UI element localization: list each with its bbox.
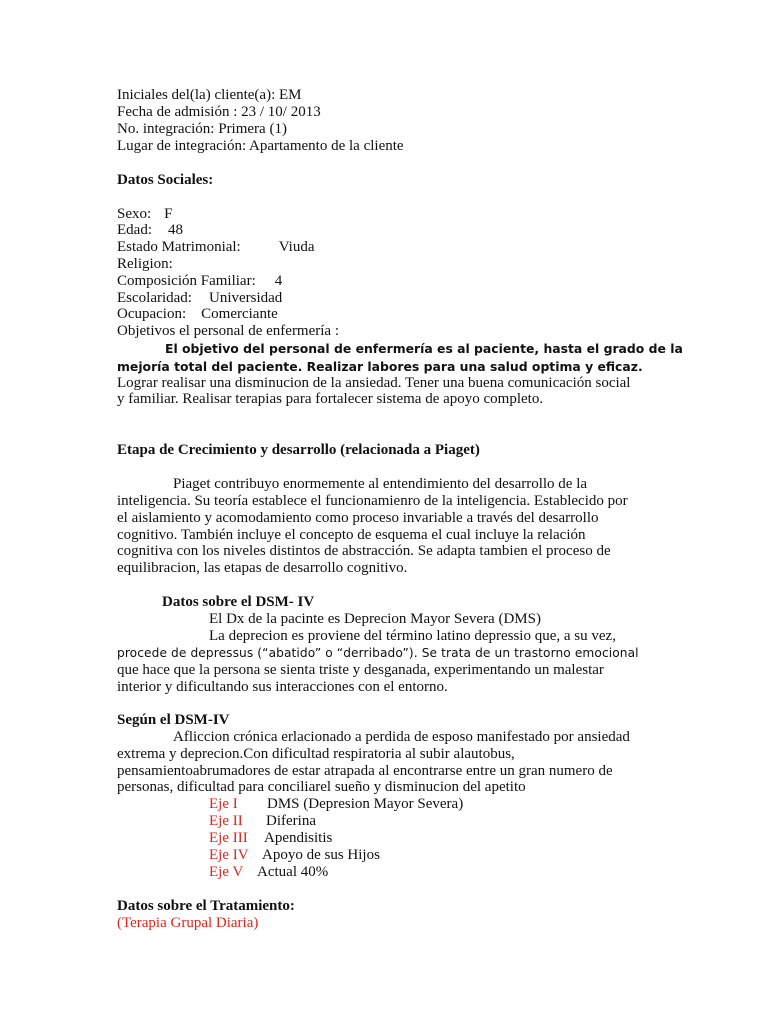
- fecha-line: Fecha de admisión : 23 / 10/ 2013: [117, 104, 321, 120]
- eje-row: [209, 864, 328, 881]
- lugar-line: Lugar de integración: Apartamento de la cliente: [117, 138, 404, 154]
- sexo-value: F: [164, 206, 173, 222]
- integracion-line: No. integración: Primera (1): [117, 121, 287, 137]
- estado-label: Estado Matrimonial:: [117, 239, 241, 255]
- piaget-line: cognitiva con los niveles distintos de abstracción. Se adapta tambien el proceso de: [117, 543, 611, 559]
- piaget-line: inteligencia. Su teoría establece el funcionamienro de la inteligencia. Establecido por: [117, 493, 628, 509]
- composicion-value: 4: [274, 273, 283, 289]
- piaget-title: Etapa de Crecimiento y desarrollo (relacionada a Piaget): [117, 442, 480, 458]
- ocupacion-label: Ocupacion:: [117, 306, 187, 322]
- dsm-line-4: que hace que la persona se sienta triste y desganada, experimentando un malestar: [117, 662, 604, 678]
- eje-value: Apoyo de sus Hijos: [262, 847, 380, 863]
- eje-value: Apendisitis: [264, 830, 333, 846]
- dsm-title: Datos sobre el DSM- IV: [162, 594, 315, 610]
- religion-label: Religion:: [117, 256, 173, 272]
- piaget-line: Piaget contribuyo enormemente al entendimiento del desarrollo de la: [173, 476, 588, 492]
- eje-label: Eje III: [209, 830, 248, 846]
- dsm-line-5: interior y dificultando sus interacciones con el entorno.: [117, 679, 448, 695]
- ocupacion-row: [117, 306, 278, 323]
- objetivos-line-3: Lograr realisar una disminucion de la ansiedad. Tener una buena comunicación social: [117, 375, 631, 391]
- ocupacion-value: Comerciante: [201, 306, 278, 322]
- composicion-row: [117, 273, 282, 290]
- segun-title: Según el DSM-IV: [117, 712, 230, 728]
- tratamiento-title: Datos sobre el Tratamiento:: [117, 898, 295, 914]
- estado-value: Viuda: [278, 239, 315, 255]
- iniciales-line: Iniciales del(la) cliente(a): EM: [117, 87, 302, 103]
- dsm-line-2: La deprecion es proviene del término latino depressio que, a su vez,: [209, 628, 616, 644]
- dsm-line-1: El Dx de la pacinte es Deprecion Mayor Severa (DMS): [209, 611, 541, 627]
- eje-label: Eje V: [209, 864, 244, 880]
- edad-label: Edad:: [117, 222, 152, 238]
- eje-label: Eje I: [209, 796, 238, 812]
- sexo-label: Sexo:: [117, 206, 152, 222]
- escolaridad-row: [117, 290, 282, 307]
- composicion-label: Composición Familiar:: [117, 273, 256, 289]
- datos-sociales-title: Datos Sociales:: [117, 172, 214, 188]
- segun-line: extrema y deprecion.Con dificultad respiratoria al subir alautobus,: [117, 746, 515, 762]
- piaget-line: el aislamiento y acomodamiento como proceso invariable a través del desarrollo: [117, 510, 599, 526]
- objetivos-line-4: y familiar. Realisar terapias para fortalecer sistema de apoyo completo.: [117, 391, 544, 407]
- edad-row: [117, 222, 183, 239]
- piaget-line: equilibracion, las etapas de desarrollo cognitivo.: [117, 560, 408, 576]
- tratamiento-value: (Terapia Grupal Diaria): [117, 915, 259, 931]
- piaget-line: cognitivo. También incluye el concepto de esquema el cual incluye la relación: [117, 527, 586, 543]
- objetivos-title: Objetivos el personal de enfermería :: [117, 323, 339, 339]
- estado-row: [117, 239, 315, 256]
- edad-value: 48: [168, 222, 183, 238]
- eje-row: [209, 830, 332, 847]
- eje-row: [209, 796, 463, 813]
- escolaridad-label: Escolaridad:: [117, 290, 192, 306]
- segun-line: personas, dificultad para conciliarel sueño y disminucion del apetito: [117, 779, 526, 795]
- eje-row: [209, 847, 380, 864]
- eje-label: Eje IV: [209, 847, 249, 863]
- objetivos-bold-line-2: mejoría total del paciente. Realizar labores para una salud optima y eficaz.: [117, 359, 643, 374]
- escolaridad-value: Universidad: [208, 290, 283, 306]
- sexo-row: [117, 206, 173, 223]
- eje-row: [209, 813, 316, 830]
- segun-line: Afliccion crónica erlacionado a perdida de esposo manifestado por ansiedad: [173, 729, 630, 745]
- segun-line: pensamientoabrumadores de estar atrapada al encontrarse entre un gran numero de: [117, 763, 613, 779]
- dsm-line-3: procede de depressus (“abatido” o “derribado”). Se trata de un trastorno emocional: [117, 646, 639, 660]
- eje-value: Diferina: [266, 813, 316, 829]
- objetivos-bold-line-1: El objetivo del personal de enfermería es al paciente, hasta el grado de la: [165, 341, 683, 356]
- eje-value: DMS (Depresion Mayor Severa): [267, 796, 464, 812]
- eje-label: Eje II: [209, 813, 243, 829]
- eje-value: Actual 40%: [257, 864, 329, 880]
